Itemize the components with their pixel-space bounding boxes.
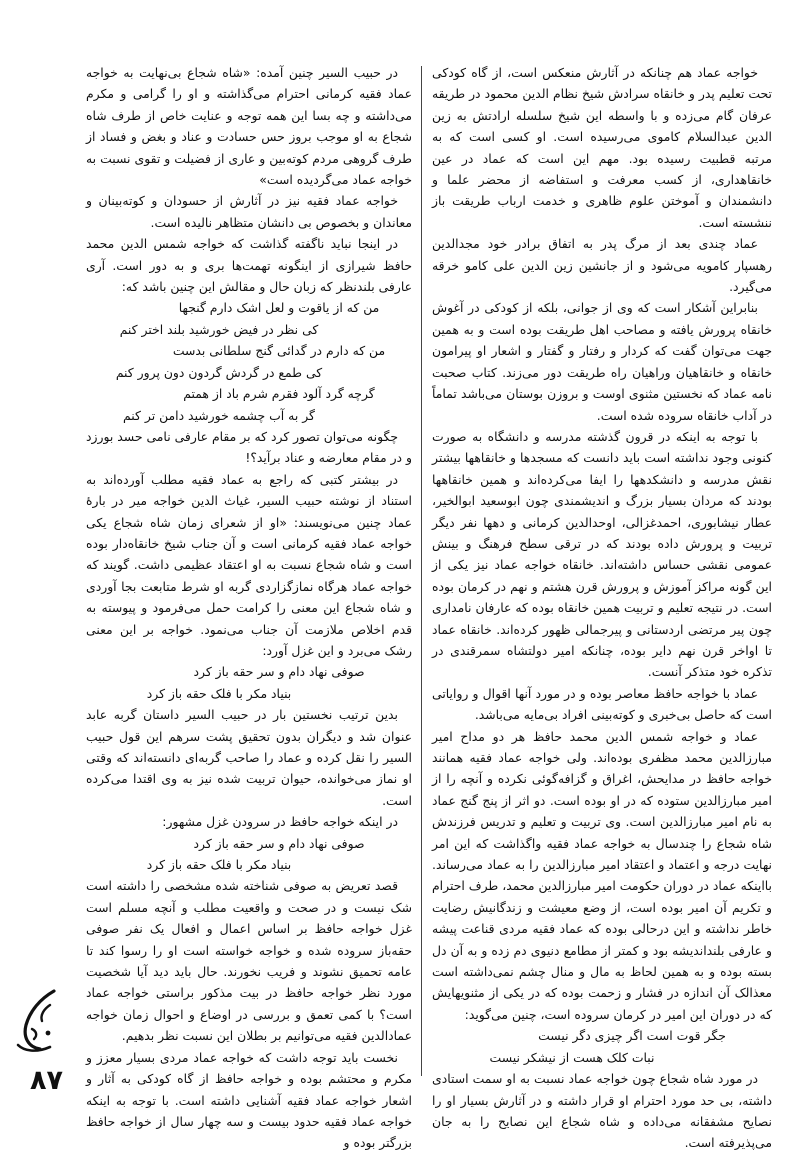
paragraph: عماد و خواجه شمس الدین محمد حافظ هر دو مداح امیر مبارزالدین محمد مظفری بوده‌اند. ولی خواجه عماد فقیه همانند خواجه حافظ در مدایحش، اغراق و گزافه‌گوئی نکرده و آنچه را از امیر مبارزالدین ستوده که در او بوده است. دو اثر از پنج گنج عماد به نام امیر مبارزالدین است. وی تربیت و تعلیم و تدریس فرزندش شاه شجاع را چندسال به خواجه عماد فقیه واگذاشت که این امر نهایت درجه و اعتماد و اعتقاد امیر مبارزالدین را به عماد می‌رساند. بااینکه عماد در دوران حکومت امیر مبارزالدین محمد، طرف احترام و تکریم آن امیر بوده است، از وضع معیشت و زندگانیش رضایت خاطر نداشته و این درحالی بوده که عماد فقیه مردی قناعت پیشه و عارفی بلنداندیشه بود و کمتر از مطامع دنیوی دم زده و به آن دل بسته بوده و به همین لحاظ به مال و منال چشم نمی‌داشته است معذالک آن اندازه در فشار و زحمت بوده که در یکی از مثنویهایش که در دوران این امیر در کرمان سروده است، چنین می‌گوید:	[432, 728, 772, 1022]
paragraph: در اینجا نباید ناگفته گذاشت که خواجه شمس الدین محمد حافظ شیرازی از اینگونه تهمت‌ها بری و به دور است. آری عارفی بلندنظر که زبان حال و مقالش این چنین باشد که:	[86, 236, 412, 295]
paragraph: بنابراین آشکار است که وی از جوانی، بلکه از کودکی در آغوش خانقاه پرورش یافته و مصاحب اهل طریقت بوده است و به همین جهت می‌توان گفت که کردار و رفتار و گفتار و اشعار او پیرامون خانقاه و خانقاهیان وراهیان راه طریقت دور می‌زند. کتاب صحبت نامه عماد که نخستین مثنوی اوست و بروزن بوستان می‌باشد تماماً در آداب خانقاه سروده شده است.	[432, 300, 772, 423]
verse-line: من که دارم در گدائی گنج سلطانی بدست	[172, 343, 386, 359]
paragraph: چگونه می‌توان تصور کرد که بر مقام عارفی نامی حسد بورزد و در مقام معارضه و عناد برآید؟!	[86, 428, 412, 466]
verse-line: گرچه گرد آلود فقرم شرم باد از همتم	[183, 386, 375, 402]
paragraph: نخست باید توجه داشت که خواجه عماد مردی بسیار معزز و مکرم و محتشم بوده و خواجه حافظ از گاه کودکی به آثار و اشعار خواجه عماد فقیه آشنایی داشته است. با توجه به اینکه خواجه عماد فقیه حدود بیست و سه چهار سال از خواجه حافظ بزرگتر بوده و	[86, 1049, 412, 1151]
verse-line: بنیاد مکر با فلک حقه باز کرد	[146, 685, 292, 701]
paragraph: عماد با خواجه حافظ معاصر بوده و در مورد آنها اقوال و روایاتی است که حاصل بی‌خبری و کوته‌بینی افراد بی‌مایه می‌باشد.	[432, 685, 772, 723]
paragraph: خواجه عماد هم چنانکه در آثارش منعکس است، از گاه کودکی تحت تعلیم پدر و خانقاه سرادش شیخ نظام الدین محمود در طریقه عرفان گام می‌زده و با واسطه این شیخ سلسله ارادتش به زین الدین عبدالسلام کاموی می‌رسیده است. او کسی است که به مرتبه قطبیت رسیده بود. مهم این است که عماد در عین خانقاهداری، از کسب معرفت و استفاضه از محضر علما و دانشمندان و آموختن علوم ظاهری و خدمت ارباب طریقت باز ننشسته است.	[432, 65, 772, 230]
paragraph: در اینکه خواجه حافظ در سرودن غزل مشهور:	[162, 814, 398, 830]
verse-line: بنیاد مکر با فلک حقه باز کرد	[146, 857, 292, 873]
verse-line: صوفی نهاد دام و سر حقه باز کرد	[193, 664, 365, 680]
paragraph: خواجه عماد فقیه نیز در آثارش از حسودان و کوته‌بینان و معاندان و بخصوص بی دانشان متظاهر نالیده است.	[86, 193, 412, 230]
paragraph: قصد تعریض به صوفی شناخته شده مشخصی را داشته است شک نیست و در صحت و واقعیت مطلب و آنچه مسلم است غزل خواجه حافظ بر اساس اعمال و افعال یک نفر صوفی حقه‌باز سروده شده و خواجه خواسته است او را رسوا کند تا عامه تحمیق نشوند و فریب نخورند. حال باید دید آیا شخصیت مورد نظر خواجه حافظ در بیت مذکور براستی خواجه عماد است؟ با کمی تعمق و بررسی در اوضاع و احوال زمان خواجه عمادالدین فقیه می‌توانیم بر بطلان این نسبت نظر بدهیم.	[86, 878, 412, 1044]
verse-line: کی نظر در فیض خورشید بلند اختر کنم	[119, 321, 319, 337]
paragraph: در مورد شاه شجاع چون خواجه عماد نسبت به او سمت استادی داشته، بی حد مورد احترام او قرار داشته و در آثارش بسیار او را نصایح مشفقانه می‌داده و شاه شجاع این نصایح را به جان می‌پذیرفته است.	[432, 1071, 772, 1151]
verse-line: جگر قوت است اگر چیزی دگر نیست	[538, 1028, 726, 1044]
kerman-logo	[10, 985, 68, 1055]
paragraph: با توجه به اینکه در قرون گذشته مدرسه و دانشگاه به صورت کنونی وجود نداشته است باید دانست که مسجدها و خانقاهها بیشتر نقش مدرسه و دانشکدهها را ایفا می‌کرده‌اند و همین خانقاهها بودند که مردان بسیار بزرگ و اندیشمندی چون ابوسعید ابوالخیر، عطار نیشابوری، احمدغزالی، اوحدالدین کرمانی و دهها نفر دیگر تربیت و پرورش داده بودند که در ترقی سطح فرهنگ و بینش عمومی نقشی حساس داشته‌اند. خانقاه خواجه عماد نیز یکی از این گونه مراکز آموزش و پرورش قرن هشتم و نهم در کرمان بوده است. در نتیجه تعلیم و تربیت همین خانقاه بوده که عارفان نامداری چون پیر مرتضی اردستانی و پیرجمالی ظهور کرده‌اند. خانقاه عماد تا اواخر قرن نهم دایر بوده، چنانکه امیر دولتشاه سمرقندی در تذکره خود متذکر آنست.	[432, 428, 772, 680]
paragraph: عماد چندی بعد از مرگ پدر به اتفاق برادر خود مجدالدین رهسپار کامویه می‌شود و از جانشین زین الدین علی کامو خرقه می‌گیرد.	[432, 236, 772, 295]
paragraph: در بیشتر کتبی که راجع به عماد فقیه مطلب آورده‌اند به استناد از نوشته حبیب السیر، غیاث الدین خواجه میر در بارهٔ عماد چنین می‌نویسند: «او از شعرای زمان شاه شجاع یکی خواجه عماد فقیه کرمانی است و آن جناب شیخ خانقاه‌دار بوده است و شاه شجاع نسبت به او اعتقاد عظیمی داشت. گویند که خواجه عماد هرگاه نمازگزاردی گربه او شرط متابعت بجا آوردی و شاه شجاع این معنی را کرامت حمل می‌فرمود و پیوسته به قدم اخلاص ملازمت آن جناب می‌نمود. خواجه بر این معنی رشک می‌برد و این غزل آورد:	[86, 471, 412, 658]
right-column	[432, 62, 772, 1154]
verse-line: گر به آب چشمه خورشید دامن تر کنم	[123, 407, 315, 423]
paragraph: در حبیب السیر چنین آمده: «شاه شجاع بی‌نهایت به خواجه عماد فقیه کرمانی احترام می‌گذاشته و او را گرامی و مکرم می‌داشته و چه بسا این همه توجه و عنایت خاص از طرف شاه شجاع به او موجب بروز حس حسادت و عناد و بغض و فساد از طرف گروهی مردم کوته‌بین و عاری از فضیلت و تقوی نسبت به خواجه عماد می‌گردیده است»	[86, 65, 412, 188]
verse-line: نبات کلک هست از نیشکر نیست	[489, 1049, 655, 1065]
verse-line: کی طمع در گردش گردون دون پرور کنم	[115, 364, 323, 380]
paragraph: بدین ترتیب نخستین بار در حبیب السیر داستان گربه عابد عنوان شد و دیگران بدون تحقیق پشت سرهم این قول حبیب السیر را نقل کرده و عماد را صاحب گربه‌ای دانسته‌اند که وقتی او نماز می‌خوانده، حیوان تربیت شده نیز به وی اقتدا می‌کرده است.	[86, 707, 412, 808]
page-number: ۸۷	[30, 1065, 63, 1096]
verse-line: من که از یاقوت و لعل اشک دارم گنجها	[178, 300, 380, 316]
left-column	[86, 62, 412, 1154]
verse-line: صوفی نهاد دام و سر حقه باز کرد	[193, 835, 365, 851]
column-divider	[421, 66, 422, 1076]
